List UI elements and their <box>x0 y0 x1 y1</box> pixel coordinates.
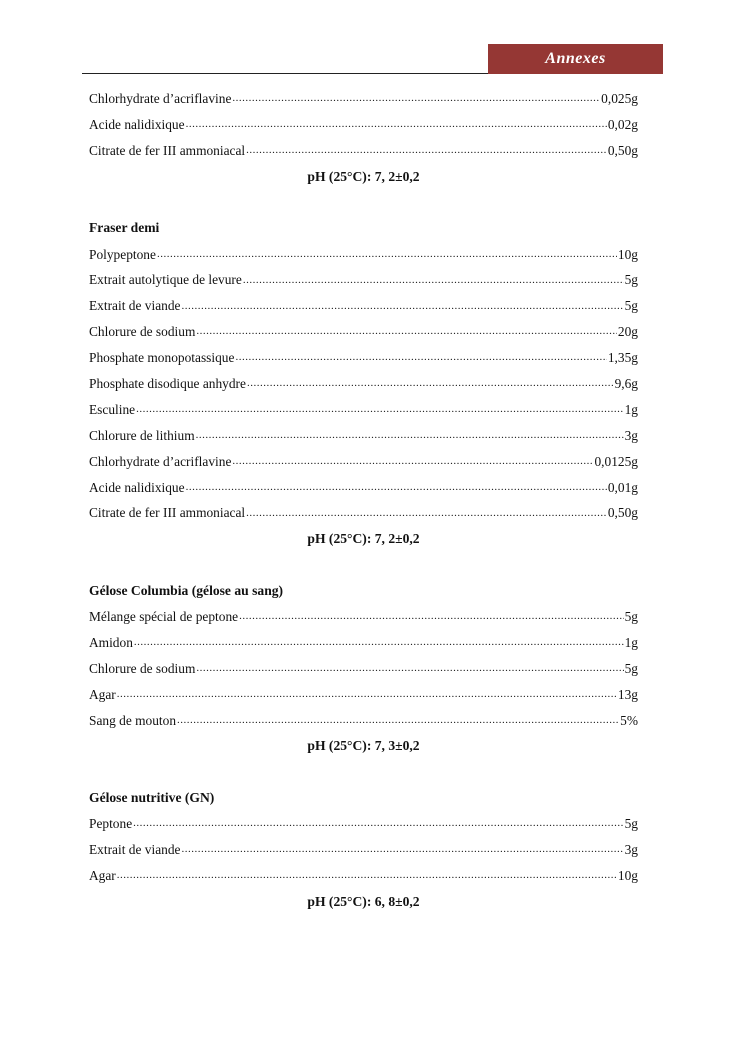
ingredient-name: Amidon <box>89 634 133 650</box>
ingredient-name: Phosphate disodique anhydre <box>89 376 246 392</box>
ingredient-quantity: 0,025g <box>601 91 638 107</box>
ingredient-quantity: 3g <box>624 842 638 858</box>
ingredient-row <box>89 397 638 423</box>
ingredient-name: Chlorure de sodium <box>89 660 196 676</box>
document-body <box>89 86 638 915</box>
ingredient-quantity: 5% <box>620 712 638 728</box>
section-title: Gélose nutritive (GN) <box>89 789 215 805</box>
ingredient-name: Chlorure de sodium <box>89 324 196 340</box>
ingredient-name: Mélange spécial de peptone <box>89 609 239 625</box>
section-spacer <box>89 759 638 785</box>
ingredient-row <box>89 241 638 267</box>
ingredient-name: Citrate de fer III ammoniacal <box>89 143 246 159</box>
ingredient-row <box>89 112 638 138</box>
ingredient-row <box>89 707 638 733</box>
dot-leader <box>246 145 607 156</box>
ingredient-row <box>89 319 638 345</box>
ingredient-name: Phosphate monopotassique <box>89 350 235 366</box>
ingredient-row <box>89 474 638 500</box>
header-tab <box>488 44 663 74</box>
ingredient-name: Acide nalidixique <box>89 479 185 495</box>
ingredient-name: Sang de mouton <box>89 712 177 728</box>
dot-leader <box>133 818 623 829</box>
ingredient-name: Agar <box>89 686 116 702</box>
dot-leader <box>196 326 617 337</box>
ingredient-name: Extrait de viande <box>89 842 181 858</box>
ingredient-name: Peptone <box>89 816 133 832</box>
dot-leader <box>177 715 619 726</box>
dot-leader <box>136 404 624 415</box>
dot-leader <box>134 637 624 648</box>
ingredient-quantity: 5g <box>624 660 638 676</box>
ingredient-row <box>89 448 638 474</box>
ingredient-name: Chlorhydrate d’acriflavine <box>89 91 232 107</box>
dot-leader <box>232 456 593 467</box>
ph-line: pH (25°C): 7, 3±0,2 <box>307 738 420 754</box>
ingredient-row <box>89 423 638 449</box>
ingredient-name: Acide nalidixique <box>89 117 185 133</box>
ingredient-quantity: 0,02g <box>607 117 638 133</box>
ingredient-quantity: 20g <box>617 324 638 340</box>
dot-leader <box>117 870 617 881</box>
ingredient-quantity: 0,01g <box>607 479 638 495</box>
dot-leader <box>232 93 600 104</box>
ingredient-quantity: 9,6g <box>614 376 638 392</box>
ingredient-row <box>89 656 638 682</box>
ph-line: pH (25°C): 6, 8±0,2 <box>307 893 420 909</box>
ingredient-name: Agar <box>89 867 116 883</box>
ingredient-name: Extrait de viande <box>89 298 181 314</box>
dot-leader <box>239 611 624 622</box>
ingredient-row <box>89 500 638 526</box>
ingredient-row <box>89 681 638 707</box>
header-tab-label: Annexes <box>545 50 606 67</box>
ingredient-quantity: 1,35g <box>607 350 638 366</box>
ingredient-row <box>89 630 638 656</box>
section-title: Gélose Columbia (gélose au sang) <box>89 582 284 598</box>
ingredient-quantity: 10g <box>617 867 638 883</box>
ingredient-name: Polypeptone <box>89 246 156 262</box>
ingredient-quantity: 1g <box>624 401 638 417</box>
section-spacer <box>89 552 638 578</box>
ingredient-quantity: 10g <box>617 246 638 262</box>
dot-leader <box>243 275 624 286</box>
dot-leader <box>186 482 607 493</box>
ph-line: pH (25°C): 7, 2±0,2 <box>307 531 420 547</box>
ingredient-row <box>89 345 638 371</box>
dot-leader <box>181 301 623 312</box>
ingredient-quantity: 13g <box>617 686 638 702</box>
ingredient-row <box>89 811 638 837</box>
ingredient-quantity: 3g <box>624 427 638 443</box>
dot-leader <box>157 249 617 260</box>
ingredient-name: Esculine <box>89 401 136 417</box>
ingredient-row <box>89 138 638 164</box>
dot-leader <box>247 378 614 389</box>
dot-leader <box>235 352 606 363</box>
ingredient-quantity: 5g <box>624 816 638 832</box>
dot-leader <box>181 844 623 855</box>
ingredient-row <box>89 604 638 630</box>
ingredient-row <box>89 293 638 319</box>
ingredient-quantity: 5g <box>624 298 638 314</box>
ingredient-quantity: 1g <box>624 634 638 650</box>
ingredient-row <box>89 837 638 863</box>
ingredient-row <box>89 267 638 293</box>
dot-leader <box>186 119 607 130</box>
dot-leader <box>246 508 607 519</box>
ingredient-name: Chlorure de lithium <box>89 427 195 443</box>
ingredient-name: Citrate de fer III ammoniacal <box>89 505 246 521</box>
ph-line: pH (25°C): 7, 2±0,2 <box>307 168 420 184</box>
ingredient-name: Extrait autolytique de levure <box>89 272 242 288</box>
ingredient-quantity: 5g <box>624 272 638 288</box>
dot-leader <box>196 663 623 674</box>
ingredient-quantity: 0,50g <box>607 505 638 521</box>
section-spacer <box>89 190 638 216</box>
ingredient-row <box>89 86 638 112</box>
dot-leader <box>196 430 624 441</box>
ingredient-row <box>89 863 638 889</box>
ingredient-row <box>89 371 638 397</box>
ingredient-quantity: 0,50g <box>607 143 638 159</box>
ingredient-quantity: 5g <box>624 609 638 625</box>
ingredient-name: Chlorhydrate d’acriflavine <box>89 453 232 469</box>
ingredient-quantity: 0,0125g <box>594 453 638 469</box>
dot-leader <box>117 689 617 700</box>
section-title: Fraser demi <box>89 220 160 236</box>
